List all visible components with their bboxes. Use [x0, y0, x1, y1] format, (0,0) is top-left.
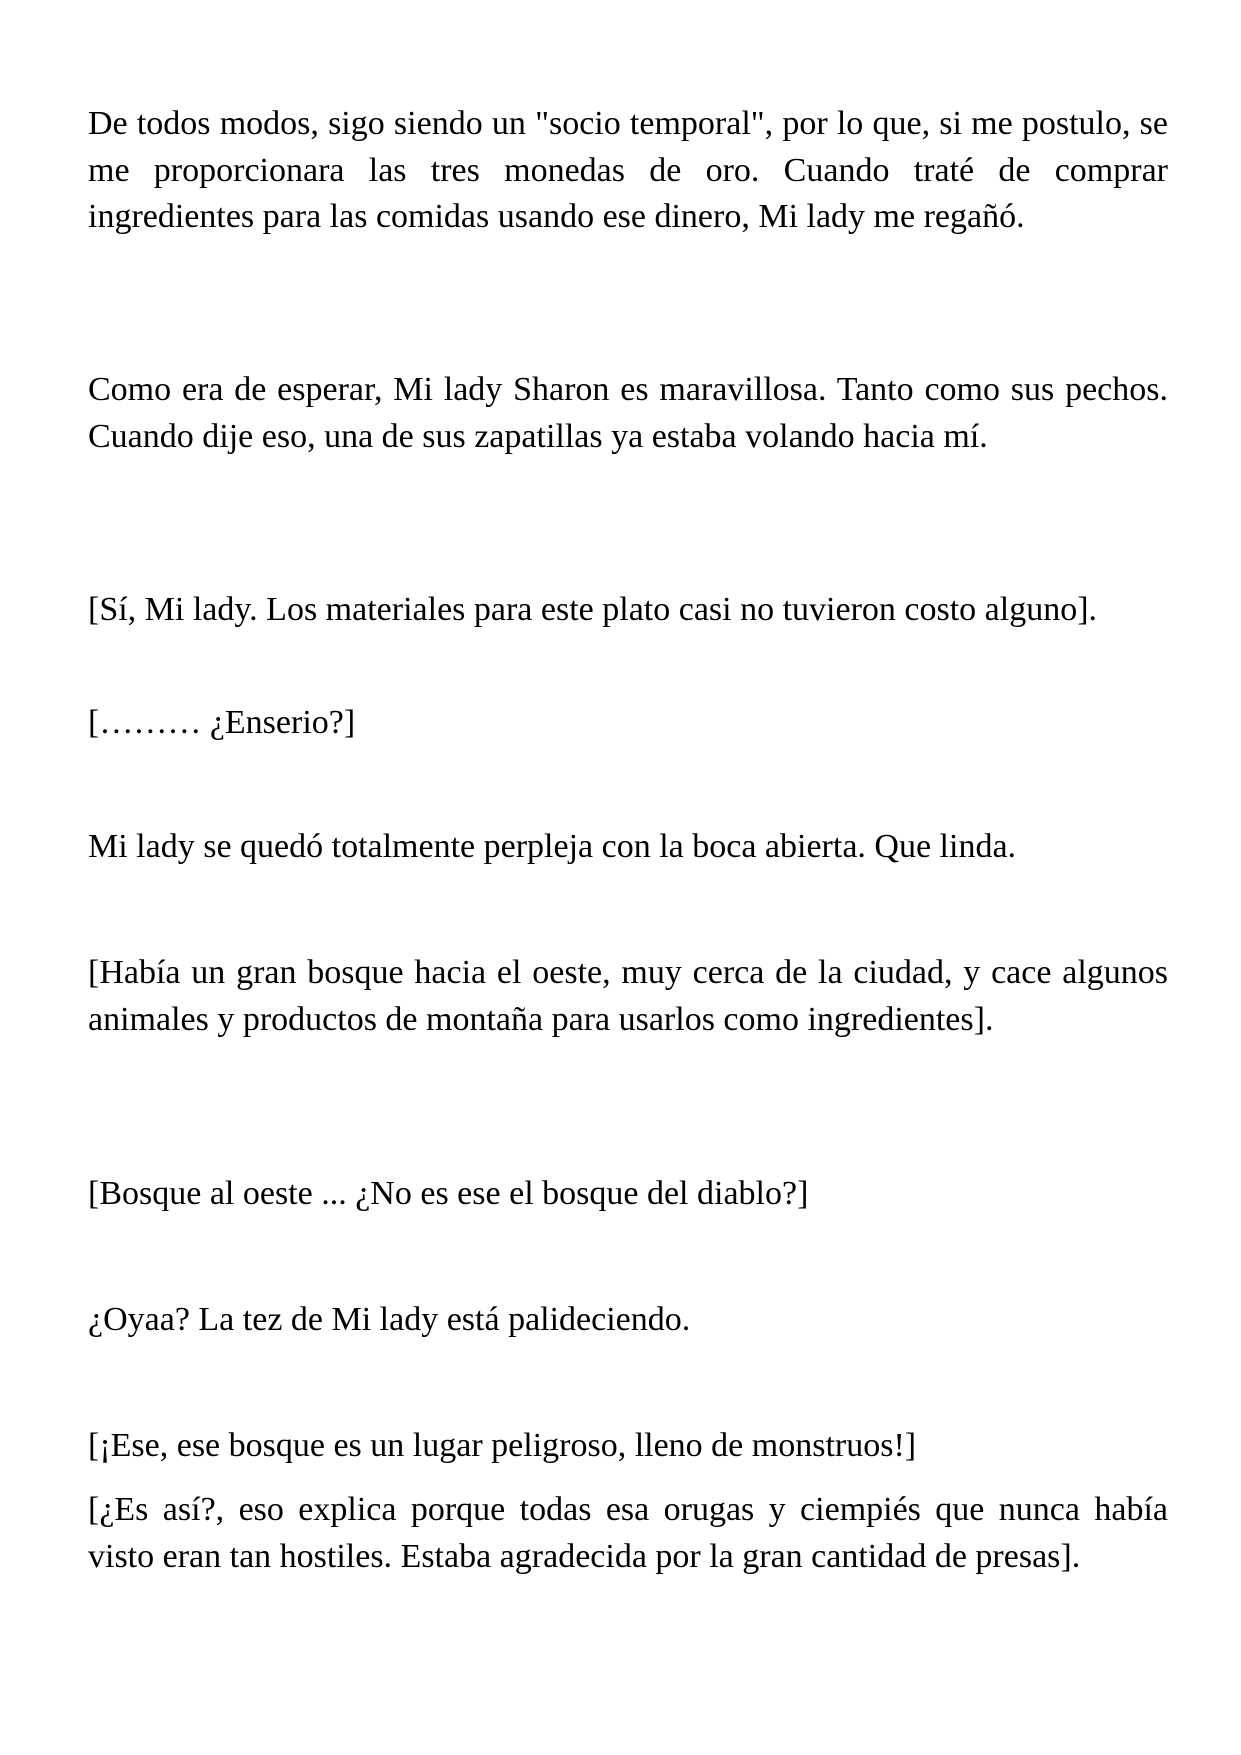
- dialogue-line: [Sí, Mi lady. Los materiales para este plato casi no tuvieron costo alguno].: [88, 591, 1098, 628]
- paragraph: Como era de esperar, Mi lady Sharon es maravillosa. Tanto como sus pechos. Cuando dije eso, una de sus zapatillas ya estaba volando hacia mí.: [88, 371, 1168, 455]
- paragraph: Mi lady se quedó totalmente perpleja con la boca abierta. Que linda.: [88, 828, 1017, 865]
- dialogue-line: [Bosque al oeste ... ¿No es ese el bosque del diablo?]: [88, 1175, 809, 1212]
- paragraph: De todos modos, sigo siendo un "socio temporal", por lo que, si me postulo, se me proporcionara las tres monedas de oro. Cuando traté de comprar ingredientes para las comidas usando ese dinero, Mi lady me regañó.: [88, 105, 1168, 235]
- paragraph: ¿Oyaa? La tez de Mi lady está palideciendo.: [88, 1301, 691, 1338]
- dialogue-line: [¡Ese, ese bosque es un lugar peligroso, lleno de monstruos!]: [88, 1427, 917, 1464]
- dialogue-line: [¿Es así?, eso explica porque todas esa orugas y ciempiés que nunca había visto eran tan hostiles. Estaba agradecida por la gran cantidad de presas].: [88, 1491, 1168, 1575]
- dialogue-line: [Había un gran bosque hacia el oeste, muy cerca de la ciudad, y cace algunos animales y productos de montaña para usarlos como ingredientes].: [88, 954, 1168, 1038]
- dialogue-line: [……… ¿Enserio?]: [88, 704, 356, 741]
